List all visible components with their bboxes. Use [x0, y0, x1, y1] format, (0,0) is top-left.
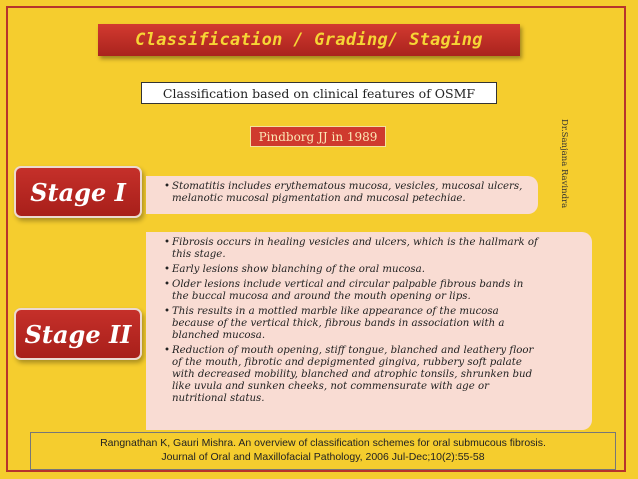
stage-1-label: Stage I — [14, 166, 142, 218]
slide-title: Classification / Grading/ Staging — [98, 24, 520, 56]
stage-1-panel — [146, 176, 538, 214]
stage-2-label: Stage II — [14, 308, 142, 360]
stage-2-point: • Fibrosis occurs in healing vesicles and ulcers, which is the hallmark of this stage. — [164, 237, 542, 261]
slide-subtitle: Classification based on clinical features of OSMF — [141, 82, 497, 104]
stage-2-point: • Older lesions include vertical and circular palpable fibrous bands in the buccal mucosa and around the mouth opening or lips. — [164, 279, 542, 303]
source-badge: Pindborg JJ in 1989 — [250, 126, 386, 147]
stage-1-list — [164, 181, 538, 205]
reference-line-1: Rangnathan K, Gauri Mishra. An overview of classification schemes for oral submucous fibrosis. — [100, 437, 546, 449]
stage-2-point: • Reduction of mouth opening, stiff tongue, blanched and leathery floor of the mouth, fibrotic and depigmented gingiva, rubbery soft palate with decreased mobility, blanched and atrophic tonsils, shrunken bud like uvula and sunken cheeks, not commensurate with age or nutritional status. — [164, 345, 542, 405]
stage-2-panel — [146, 232, 592, 430]
side-author-text: Dr.Sanjana Ravindra — [559, 119, 569, 209]
reference-line-2: Journal of Oral and Maxillofacial Pathology, 2006 Jul-Dec;10(2):55-58 — [161, 451, 485, 463]
stage-1-point: • Stomatitis includes erythematous mucosa, vesicles, mucosal ulcers, melanotic mucosal pigmentation and mucosal petechiae. — [164, 181, 542, 205]
stage-2-point: • Early lesions show blanching of the oral mucosa. — [164, 264, 542, 276]
stage-2-list — [164, 237, 592, 405]
stage-2-point: • This results in a mottled marble like appearance of the mucosa because of the vertical thick, fibrous bands in association with a blanched mucosa. — [164, 306, 542, 342]
reference-box — [30, 432, 616, 470]
